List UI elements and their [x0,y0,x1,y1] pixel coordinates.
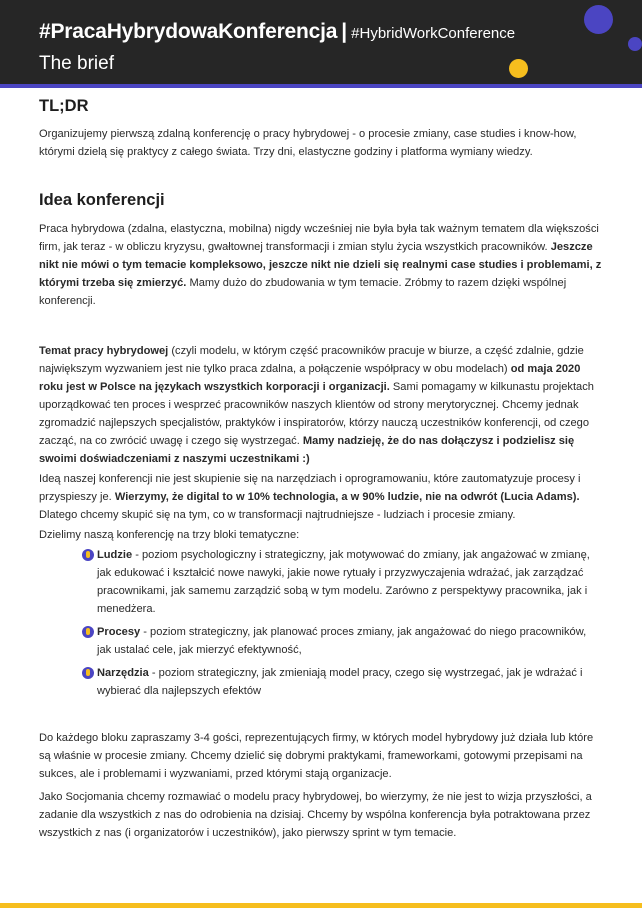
list-item [39,546,602,618]
thematic-blocks-list [39,546,602,700]
idea-heading: Idea konferencji [39,191,165,209]
tldr-heading: TL;DR [39,97,89,115]
p1-text-c: Mamy dużo do zbudowania w tym temacie. Zróbmy to razem dzięki wspólnej konferencji. [39,277,567,307]
header-title-line [39,20,515,44]
p2-text-d: Sami pomagamy w kilkunastu projektach uporządkować ten proces i wesprzeć pracowników naszych klientów od strony merytorycznej. Chcemy jednak zgromadzić najlepszych specjalistów, praktyków i inspiratorów, którzy nauczą uczestników konferencji, od czego zacząć, na co zwrócić uwagę i czego się wystrzegać. [39,381,594,447]
p3-text-c: Dlatego chcemy skupić się na tym, co w transformacji najtrudniejsze - ludziach i procesie zmiany. [39,509,516,521]
block-name-tools: Narzędzia [97,667,149,679]
idea-paragraph-1 [39,220,602,310]
bulb-bullet-icon [82,626,94,638]
idea-paragraph-3 [39,470,602,524]
document-body [39,95,602,842]
bulb-bullet-icon [82,667,94,679]
p3-text-bold: Wierzymy, że digital to w 10% technologia, a w 90% ludzie, nie na odwrót (Lucia Adams). [114,491,580,503]
block-desc-people: - poziom psychologiczny i strategiczny, jak motywować do zmiany, jak angażować w zmianę, jak edukować i kształcić nowe nawyki, jakie nowe rytuały i przyzwyczajenia wdrażać, jak zarządzać pracownikami, jak samemu zarządzić sobą w tym modelu. Zarówno z perspektywy pracownika, jak i menedżera. [97,549,590,615]
p1-text-bold: Jeszcze nikt nie mówi o tym temacie kompleksowo, jeszcze nikt nie dzieli się realnymi case studies i problemami, z którymi trzeba się zmierzyć. [39,241,602,289]
brief-label: The brief [39,53,114,74]
conference-hashtag-en: #HybridWorkConference [351,25,516,42]
small-purple-circle-decoration [628,37,642,51]
block-desc-processes: - poziom strategiczny, jak planować proces zmiany, jak angażować do niego pracowników, jak ustalać cele, jak mierzyć efektywność, [97,626,587,656]
tldr-text: Organizujemy pierwszą zdalną konferencję o pracy hybrydowej - o procesie zmiany, case studies i know-how, którymi dzielą się praktycy z całego świata. Trzy dni, elastyczne godziny i platforma wymiany wiedzy. [39,128,577,158]
purple-circle-decoration [584,5,613,34]
p3-text-a: Ideą naszej konferencji nie jest skupienie się na narzędziach i oprogramowaniu, które zautomatyzuje procesy i przyspieszy je. [39,473,581,503]
header-banner [0,0,642,84]
yellow-circle-decoration [509,59,528,78]
header-accent-bar [0,84,642,88]
conference-hashtag-pl: #PracaHybrydowaKonferencja [39,20,338,43]
idea-paragraph-2 [39,342,602,468]
idea-paragraph-6: Jako Socjomania chcemy rozmawiać o modelu pracy hybrydowej, bo wierzymy, że nie jest to wizja przyszłości, a zadanie dla wszystkich z nas do odrobienia na dzisiaj. Chcemy by wspólna konferencja była potraktowana przez wszystkich z nas (i organizatorów i uczestników), jako pierwszy sprint w tym temacie. [39,791,592,839]
bulb-bullet-icon [82,549,94,561]
p2-text-bold-e: Mamy nadzieję, że do nas dołączysz i podzielisz się swoimi doświadczeniami z naszymi uczestnikami :) [39,435,575,465]
list-item [39,623,602,659]
blocks-intro: Dzielimy naszą konferencję na trzy bloki tematyczne: [39,529,300,541]
block-name-people: Ludzie [97,549,133,561]
block-name-processes: Procesy [97,626,141,638]
p1-text-a: Praca hybrydowa (zdalna, elastyczna, mobilna) nigdy wcześniej nie była była tak ważnym tematem dla większości firm, jak teraz - w obliczu kryzysu, gwałtownej transformacji i zmian stylu życia wszystkich pracowników. [39,223,599,253]
p2-text-bold-a: Temat pracy hybrydowej [39,345,169,357]
footer-accent-bar [0,903,642,908]
idea-paragraph-5: Do każdego bloku zapraszamy 3-4 gości, reprezentujących firmy, w których model hybrydowy już działa lub które są właśnie w procesie zmiany. Chcemy dzielić się dobrymi praktykami, frameworkami, gotowymi przepisami na sukces, ale i problemami i wyzwaniami, przed którymi stają organizacje. [39,732,594,780]
p2-text-b: (czyli modelu, w którym część pracowników pracuje w biurze, a część zdalnie, gdzie największym wyzwaniem jest nie tylko praca zdalna, a połączenie współpracy w obu modelach) [39,345,584,375]
title-separator: | [341,20,348,43]
list-item [39,664,602,700]
p2-text-bold-c: od maja 2020 roku jest w Polsce na językach wszystkich korporacji i organizacji. [39,363,581,393]
block-desc-tools: - poziom strategiczny, jak zmieniają model pracy, czego się wystrzegać, jak je wdrażać i wybierać dla najlepszych efektów [97,667,583,697]
